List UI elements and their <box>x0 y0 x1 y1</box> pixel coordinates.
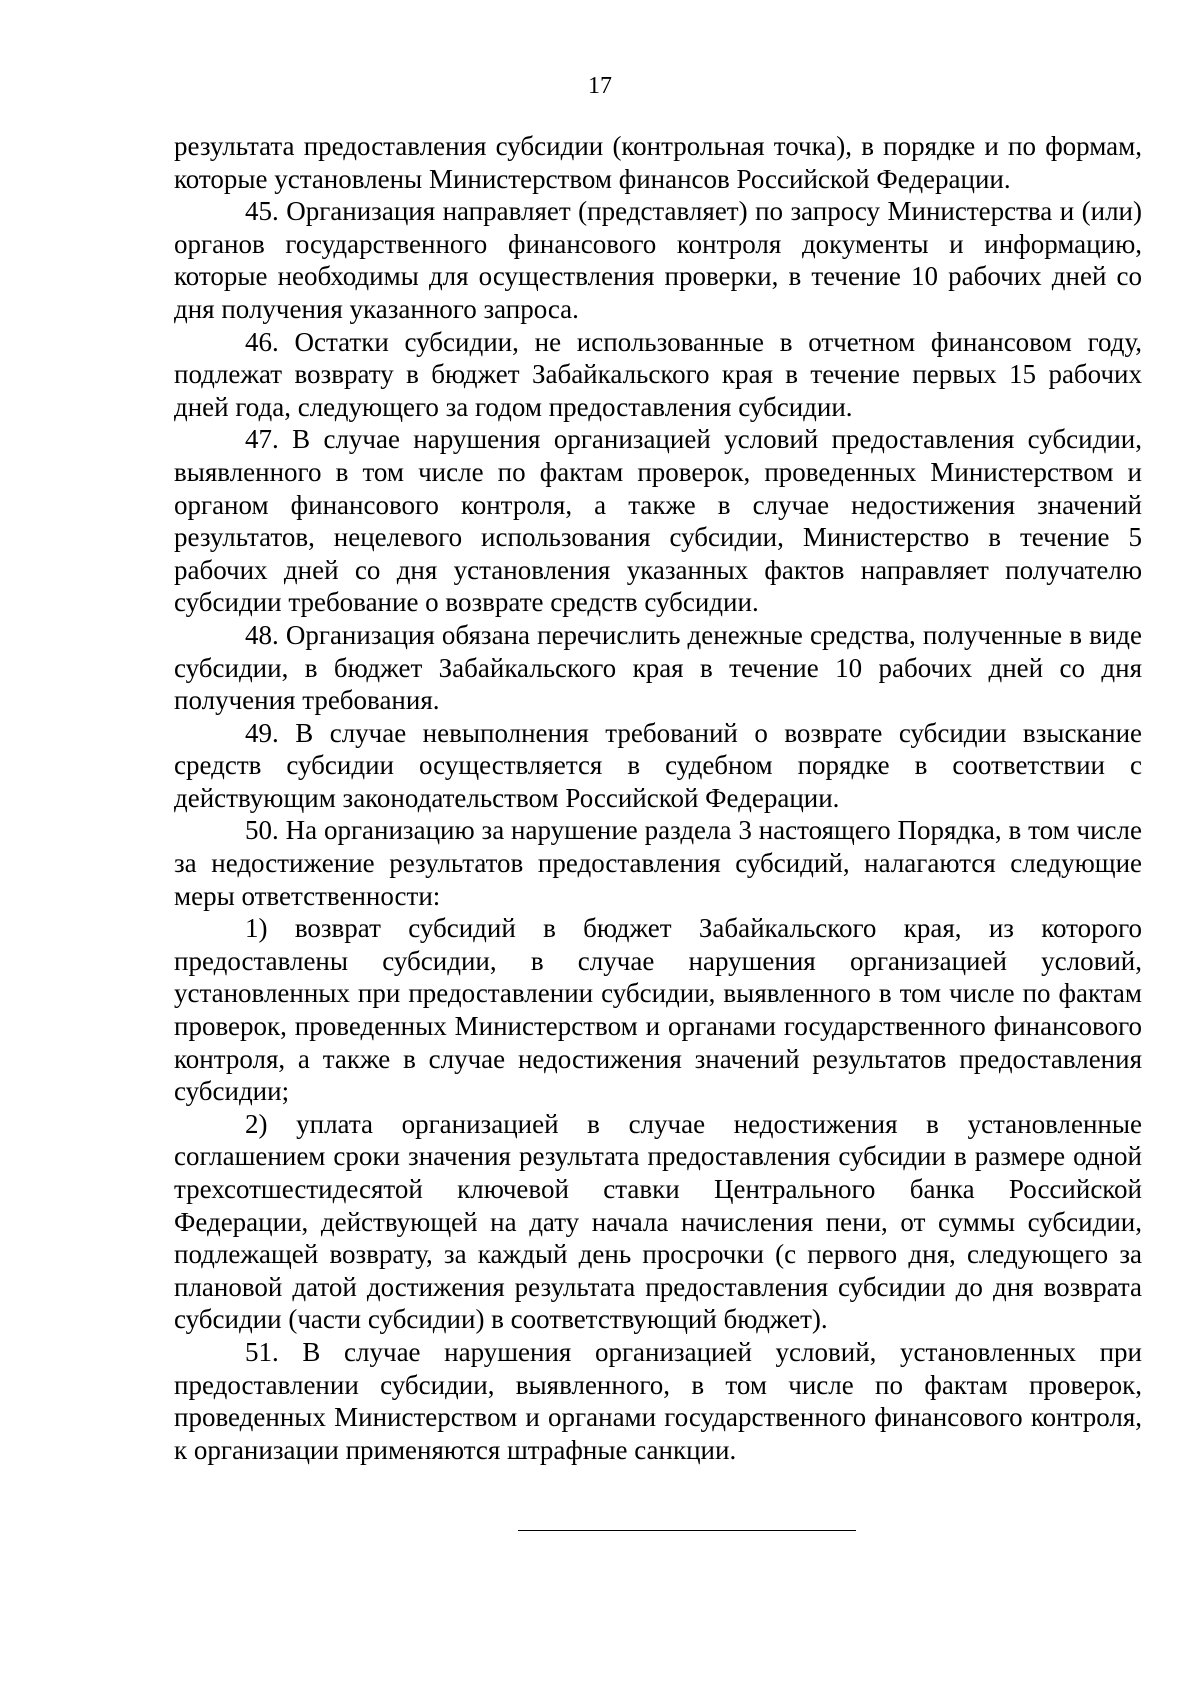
paragraph-49: 49. В случае невыполнения требований о возврате субсидии взыскание средств субсидии осуществляется в судебном порядке в соответствии с действующим законодательством Российской Федерации. <box>174 717 1142 813</box>
paragraph-48: 48. Организация обязана перечислить денежные средства, полученные в виде субсидии, в бюджет Забайкальского края в течение 10 рабочих дней со дня получения требования. <box>174 619 1142 716</box>
paragraph-51: 51. В случае нарушения организацией условий, установленных при предоставлении субсидии, выявленного, в том числе по фактам проверок, проведенных Министерством и органами государственного финансового контроля, к организации применяются штрафные санкции. <box>174 1336 1142 1465</box>
end-of-document-rule <box>518 1530 856 1531</box>
paragraph-continuation: результата предоставления субсидии (контрольная точка), в порядке и по формам, которые установлены Министерством финансов Российской Федерации. <box>174 131 1142 194</box>
paragraph-45: 45. Организация направляет (представляет) по запросу Министерства и (или) органов государственного финансового контроля документы и информацию, которые необходимы для осуществления проверки, в течение 10 рабочих дней со дня получения указанного запроса. <box>174 196 1142 324</box>
paragraph-50: 50. На организацию за нарушение раздела 3 настоящего Порядка, в том числе за недостижение результатов предоставления субсидий, налагаются следующие меры ответственности: <box>174 815 1142 911</box>
paragraph-50-item-2: 2) уплата организацией в случае недостижения в установленные соглашением сроки значения результата предоставления субсидии в размере одной трехсотшестидесятой ключевой ставки Центрального банка Российской Федерации, действующей на дату начала начисления пени, от суммы субсидии, подлежащей возврату, за каждый день просрочки (с первого дня, следующего за плановой датой достижения результата предоставления субсидии до дня возврата субсидии (части субсидии) в соответствующий бюджет). <box>174 1108 1142 1335</box>
paragraph-46: 46. Остатки субсидии, не использованные в отчетном финансовом году, подлежат возврату в бюджет Забайкальского края в течение первых 15 рабочих дней года, следующего за годом предоставления субсидии. <box>174 326 1142 422</box>
document-body <box>174 130 1142 1466</box>
page-number: 17 <box>588 73 612 99</box>
paragraph-47: 47. В случае нарушения организацией условий предоставления субсидии, выявленного в том числе по фактам проверок, проведенных Министерством и органом финансового контроля, а также в случае недостижения значений результатов, нецелевого использования субсидии, Министерство в течение 5 рабочих дней со дня установления указанных фактов направляет получателю субсидии требование о возврате средств субсидии. <box>174 424 1142 618</box>
paragraph-50-item-1: 1) возврат субсидий в бюджет Забайкальского края, из которого предоставлены субсидии, в случае нарушения организацией условий, установленных при предоставлении субсидии, выявленного в том числе по фактам проверок, проведенных Министерством и органами государственного финансового контроля, а также в случае недостижения значений результатов предоставления субсидии; <box>174 913 1142 1107</box>
